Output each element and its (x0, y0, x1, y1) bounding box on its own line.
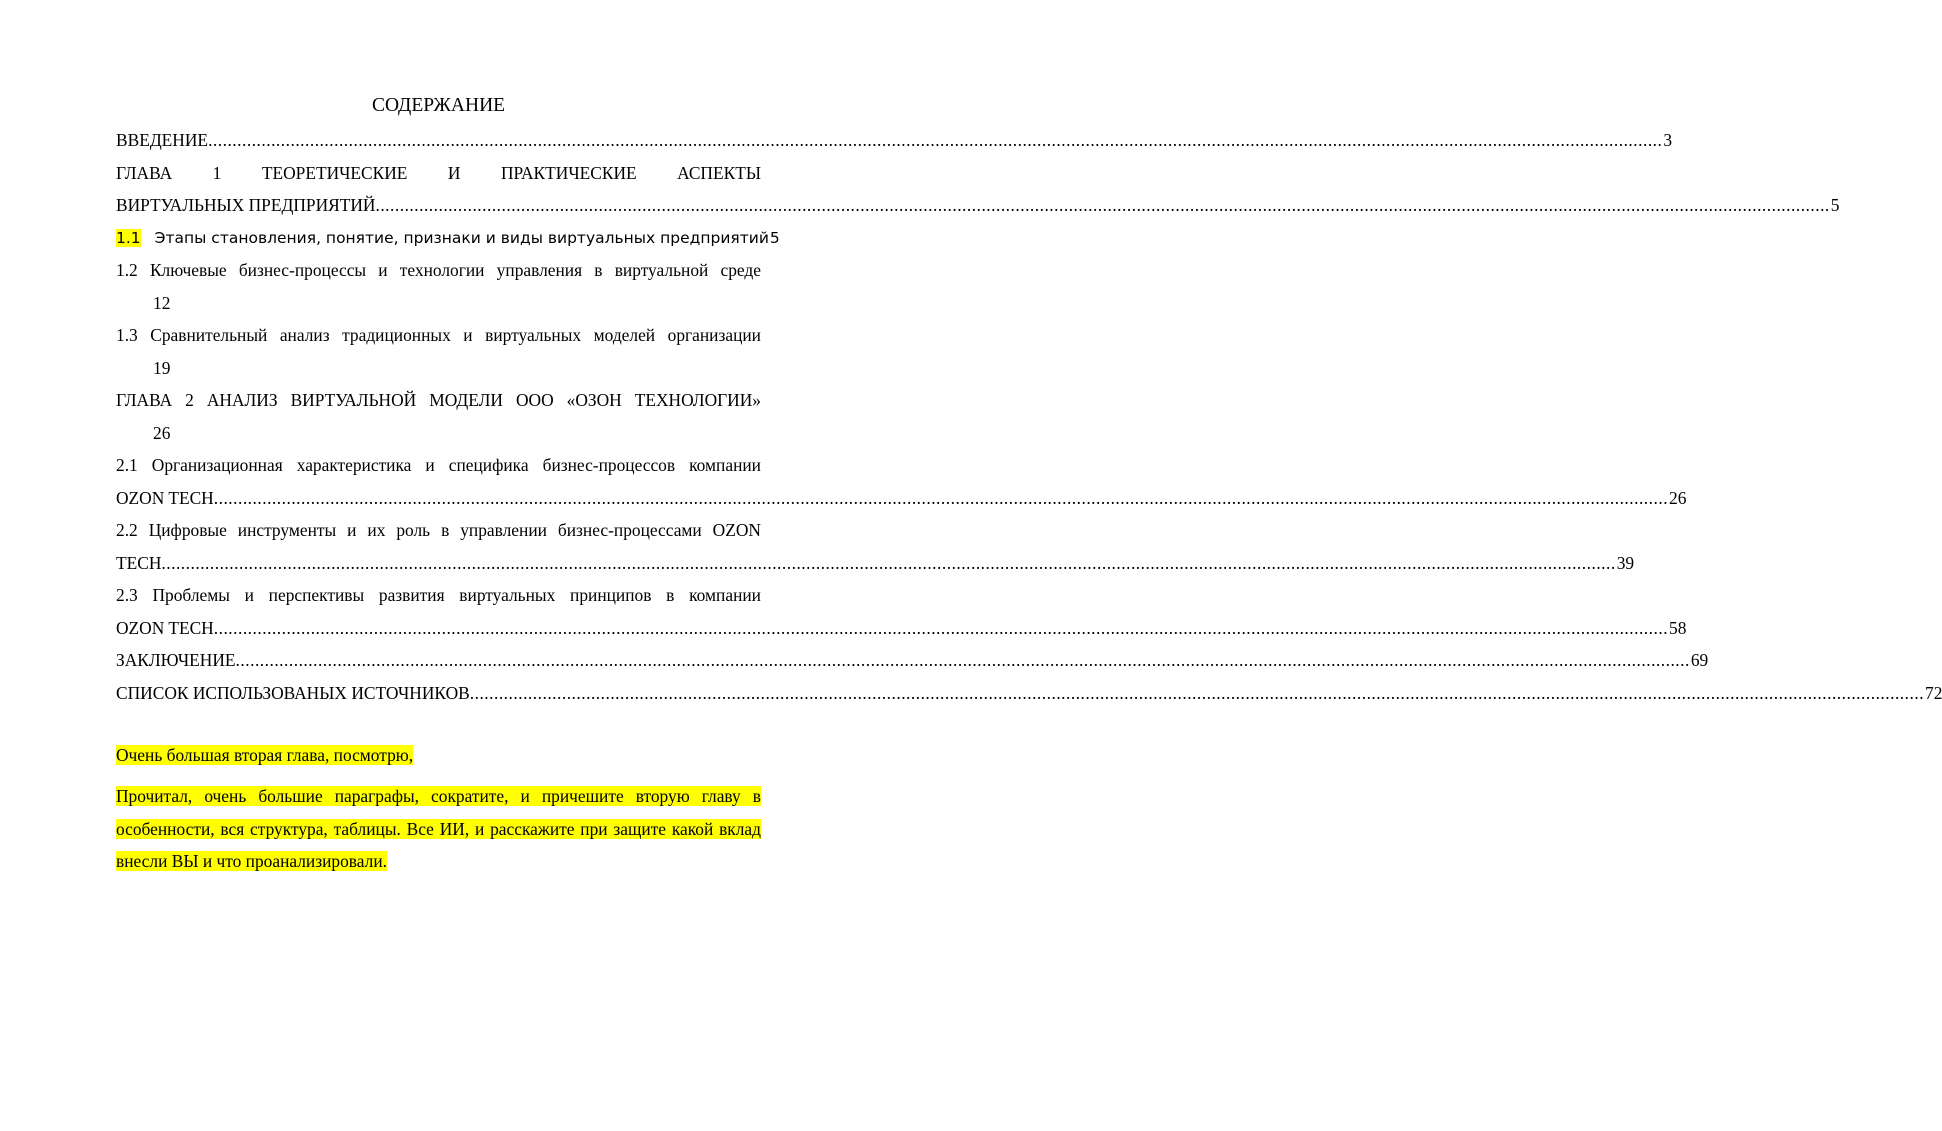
section-number-highlighted: 1.1 (116, 228, 141, 247)
toc-page-number: 39 (1616, 552, 1635, 573)
highlighted-comment-text: Очень большая вторая глава, посмотрю, (116, 745, 414, 765)
dot-leader (470, 677, 1924, 710)
toc-entry-text (116, 222, 769, 255)
toc-page-number: 5 (769, 228, 780, 247)
toc-page-number: 3 (1663, 130, 1673, 150)
table-of-contents (116, 93, 1942, 878)
dot-leader (214, 482, 1668, 515)
dot-leader (236, 644, 1690, 677)
toc-entry-text: ЗАКЛЮЧЕНИЕ (116, 650, 236, 670)
toc-entry-text: ВВЕДЕНИЕ (116, 130, 209, 150)
toc-page-number: 26 (153, 422, 171, 443)
toc-page-number: 26 (1669, 487, 1687, 508)
toc-page-number: 69 (1690, 650, 1709, 670)
section-title: Этапы становления, понятие, признаки и виды виртуальных предприятий (154, 228, 769, 247)
page-title: СОДЕРЖАНИЕ (371, 95, 506, 116)
toc-entry-text: СПИСОК ИСПОЛЬЗОВАНЫХ ИСТОЧНИКОВ (116, 682, 470, 703)
toc-entry-section-1-2[interactable]: 1.2 Ключевые бизнес-процессы и технологии управления в виртуальной среде (116, 260, 761, 280)
toc-entry-section-2-1-line1[interactable]: 2.1 Организационная характеристика и специфика бизнес-процессов компании (116, 455, 761, 475)
toc-entry-intro[interactable] (116, 124, 1673, 157)
reviewer-comment-1 (116, 739, 761, 771)
toc-entry-sources[interactable] (116, 677, 1942, 710)
toc-page-number: 72 (1925, 682, 1942, 703)
toc-entry-section-1-3[interactable]: 1.3 Сравнительный анализ традиционных и виртуальных моделей организации (116, 325, 761, 345)
toc-entry-text: OZON TECH (116, 617, 214, 638)
toc-entry-section-2-3-line2[interactable] (116, 612, 1687, 645)
toc-entry-text: ВИРТУАЛЬНЫХ ПРЕДПРИЯТИЙ (116, 195, 376, 215)
toc-entry-section-2-2-line2[interactable] (116, 547, 1635, 580)
toc-entry-section-2-2-line1[interactable]: 2.2 Цифровые инструменты и их роль в управлении бизнес-процессами OZON (116, 520, 761, 540)
toc-page-number: 19 (153, 357, 171, 378)
dot-leader (214, 612, 1668, 645)
toc-entry-chapter2[interactable]: ГЛАВА 2 АНАЛИЗ ВИРТУАЛЬНОЙ МОДЕЛИ ООО «ОЗОН ТЕХНОЛОГИИ» (116, 390, 761, 410)
toc-entry-section-2-1-line2[interactable] (116, 482, 1687, 515)
toc-entry-chapter1-line2[interactable] (116, 189, 1840, 222)
highlighted-comment-text: Прочитал, очень большие параграфы, сократите, и причешите вторую главу в особенности, вся структура, таблицы. Все ИИ, и расскажите при защите какой вклад внесли ВЫ и что проанализировали. (116, 786, 761, 871)
reviewer-comment-2 (116, 780, 761, 878)
toc-entry-text: OZON TECH (116, 487, 214, 508)
toc-page-number: 58 (1669, 617, 1687, 638)
toc-entry-conclusion[interactable] (116, 644, 1709, 677)
toc-entry-section-2-3-line1[interactable]: 2.3 Проблемы и перспективы развития виртуальных принципов в компании (116, 585, 761, 605)
toc-page-number: 5 (1830, 195, 1840, 215)
toc-entry-section-1-1[interactable] (116, 222, 780, 255)
toc-page-number: 12 (153, 292, 171, 313)
dot-leader (161, 547, 1615, 580)
dot-leader (375, 189, 1829, 222)
toc-entry-text: TECH (116, 552, 162, 573)
dot-leader (208, 124, 1662, 157)
toc-entry-chapter1-line1[interactable]: ГЛАВА 1 ТЕОРЕТИЧЕСКИЕ И ПРАКТИЧЕСКИЕ АСПЕКТЫ (116, 162, 761, 183)
